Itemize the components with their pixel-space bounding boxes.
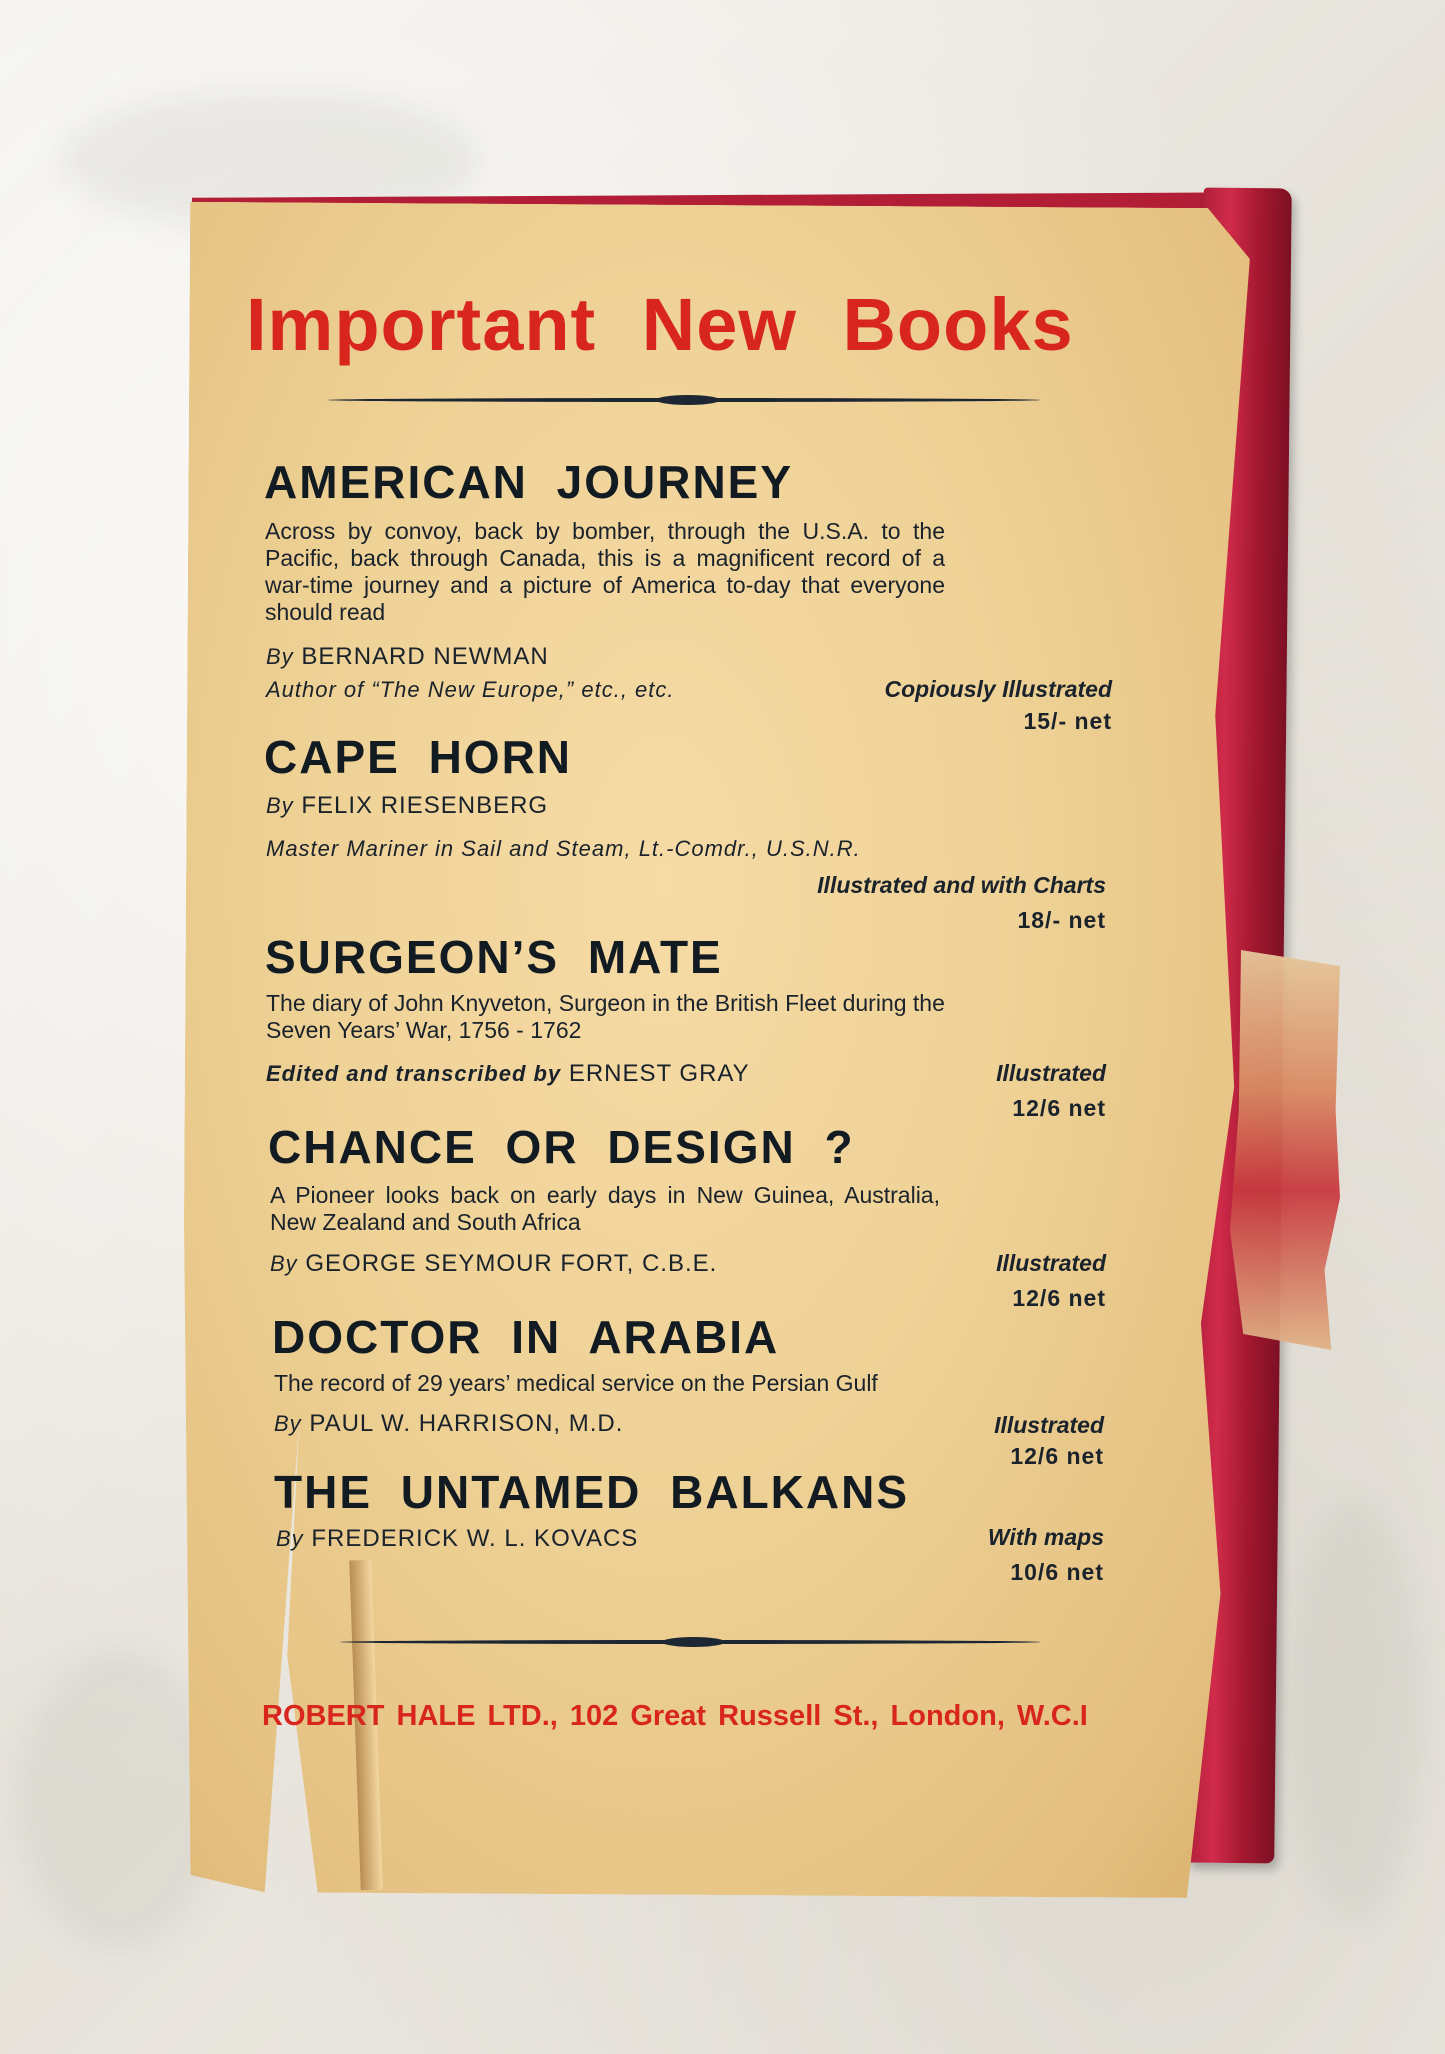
byline-prefix: By xyxy=(266,644,294,669)
book-title: AMERICAN JOURNEY xyxy=(264,456,794,508)
book-title: CHANCE OR DESIGN ? xyxy=(268,1121,855,1173)
book-author: GEORGE SEYMOUR FORT, C.B.E. xyxy=(305,1250,718,1277)
byline-prefix: By xyxy=(270,1251,298,1276)
top-rule xyxy=(328,398,1040,402)
book-title: THE UNTAMED BALKANS xyxy=(274,1466,910,1518)
book-price: 10/6 net xyxy=(1010,1559,1104,1585)
book-meta xyxy=(880,1524,1104,1586)
book-description: The diary of John Knyveton, Surgeon in the British Fleet during the Seven Years’ War, 1756 - 1762 xyxy=(266,990,945,1043)
book-byline xyxy=(266,792,548,820)
book-description: The record of 29 years’ medical service on the Persian Gulf xyxy=(274,1370,878,1396)
book-byline xyxy=(276,1525,638,1553)
byline-prefix: By xyxy=(274,1411,302,1436)
book-price: 15/- net xyxy=(1023,708,1112,734)
book-title: CAPE HORN xyxy=(264,731,573,783)
byline-prefix: By xyxy=(266,793,294,818)
book-meta xyxy=(760,872,1106,934)
book-note: Illustrated xyxy=(996,1060,1106,1086)
book-price: 12/6 net xyxy=(1012,1095,1106,1121)
book-meta xyxy=(880,1250,1106,1312)
author-note: Author of “The New Europe,” etc., etc. xyxy=(266,677,675,702)
book-byline xyxy=(266,1060,750,1088)
book-author: PAUL W. HARRISON, M.D. xyxy=(309,1410,624,1437)
book-price: 18/- net xyxy=(1017,907,1106,933)
publisher-address: ROBERT HALE LTD., 102 Great Russell St., London, W.C.I xyxy=(262,1700,1088,1732)
book-note: Illustrated xyxy=(994,1412,1104,1438)
book-meta xyxy=(880,1412,1104,1470)
book-note: Copiously Illustrated xyxy=(884,676,1112,702)
book-byline xyxy=(266,643,549,671)
book-note: Illustrated and with Charts xyxy=(817,872,1106,898)
book-byline xyxy=(274,1410,623,1438)
book-description: A Pioneer looks back on early days in New Guinea, Australia, New Zealand and South Africa xyxy=(270,1182,940,1235)
jacket-heading: Important New Books xyxy=(246,283,1074,366)
book-author: FELIX RIESENBERG xyxy=(301,792,549,819)
author-note: Master Mariner in Sail and Steam, Lt.-Comdr., U.S.N.R. xyxy=(266,836,861,861)
book-price: 12/6 net xyxy=(1010,1443,1104,1469)
book-byline xyxy=(270,1250,717,1278)
book-title: DOCTOR IN ARABIA xyxy=(272,1311,780,1363)
book-author: ERNEST GRAY xyxy=(568,1060,750,1087)
book-title: SURGEON’S MATE xyxy=(265,931,723,983)
book-meta xyxy=(880,1060,1106,1122)
book-description: Across by convoy, back by bomber, through the U.S.A. to the Pacific, back through Canada, this is a magnificent record of a war-time journey and a picture of America to-day that everyone should read xyxy=(265,518,945,625)
book-meta xyxy=(830,676,1112,735)
bottom-rule xyxy=(340,1640,1040,1644)
book-note: Illustrated xyxy=(996,1250,1106,1276)
book-note: With maps xyxy=(987,1524,1104,1550)
book-author: BERNARD NEWMAN xyxy=(301,643,549,670)
byline-prefix: Edited and transcribed by xyxy=(266,1061,562,1086)
byline-prefix: By xyxy=(276,1526,304,1551)
book-price: 12/6 net xyxy=(1012,1285,1106,1311)
book-author: FREDERICK W. L. KOVACS xyxy=(311,1525,639,1552)
